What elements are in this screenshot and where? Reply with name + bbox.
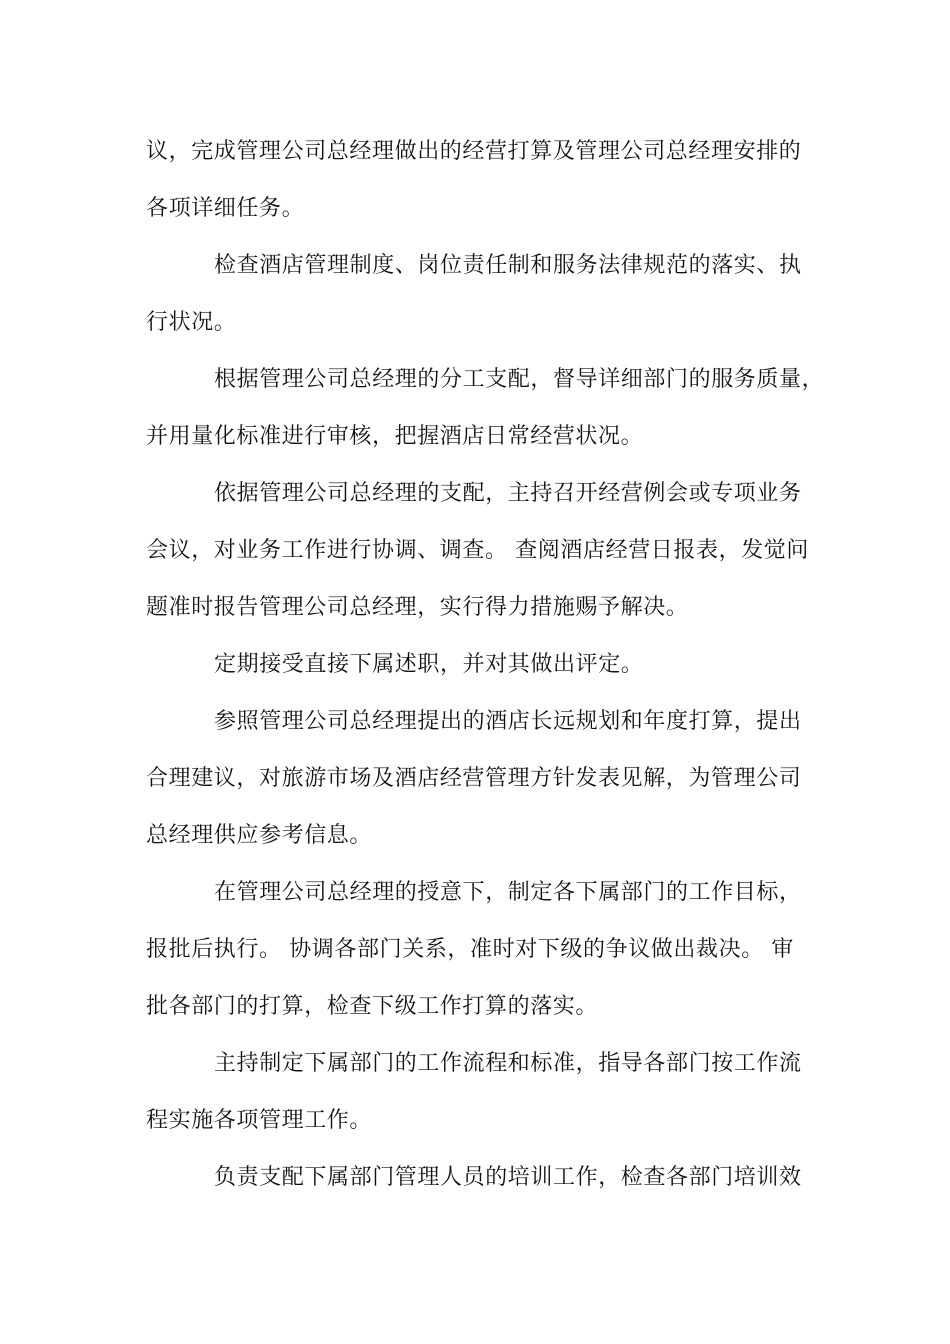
paragraph-start-line: 主持制定下属部门的工作流程和标准，指导各部门按工作流 [214, 1051, 802, 1076]
paragraph-start-line: 检查酒店管理制度、岗位责任制和服务法律规范的落实、执 [214, 253, 802, 278]
paragraph-start-line: 参照管理公司总经理提出的酒店长远规划和年度打算，提出 [214, 709, 802, 734]
text-line: 各项详细任务。 [146, 196, 305, 221]
text-line: 行状况。 [146, 310, 237, 335]
text-line: 批各部门的打算，检查下级工作打算的落实。 [146, 994, 599, 1019]
text-line: 会议，对业务工作进行协调、调查。 查阅酒店经营日报表，发觉问 [146, 538, 809, 563]
text-line: 合理建议，对旅游市场及酒店经营管理方针发表见解，为管理公司 [146, 766, 802, 791]
text-line: 总经理供应参考信息。 [146, 823, 373, 848]
paragraph-start-line: 根据管理公司总经理的分工支配，督导详细部门的服务质量， [214, 367, 825, 392]
paragraph-start-line: 依据管理公司总经理的支配，主持召开经营例会或专项业务 [214, 481, 802, 506]
text-line: 程实施各项管理工作。 [146, 1108, 373, 1133]
text-line: 报批后执行。 协调各部门关系，准时对下级的争议做出裁决。 审 [146, 937, 794, 962]
text-line: 题准时报告管理公司总经理，实行得力措施赐予解决。 [146, 595, 689, 620]
text-line: 并用量化标准进行审核，把握酒店日常经营状况。 [146, 424, 644, 449]
text-line: 议，完成管理公司总经理做出的经营打算及管理公司总经理安排的 [146, 139, 802, 164]
paragraph-start-line: 在管理公司总经理的授意下，制定各下属部门的工作目标， [214, 880, 802, 905]
paragraph-start-line: 定期接受直接下属述职，并对其做出评定。 [214, 652, 644, 677]
paragraph-start-line: 负责支配下属部门管理人员的培训工作，检查各部门培训效 [214, 1165, 802, 1190]
